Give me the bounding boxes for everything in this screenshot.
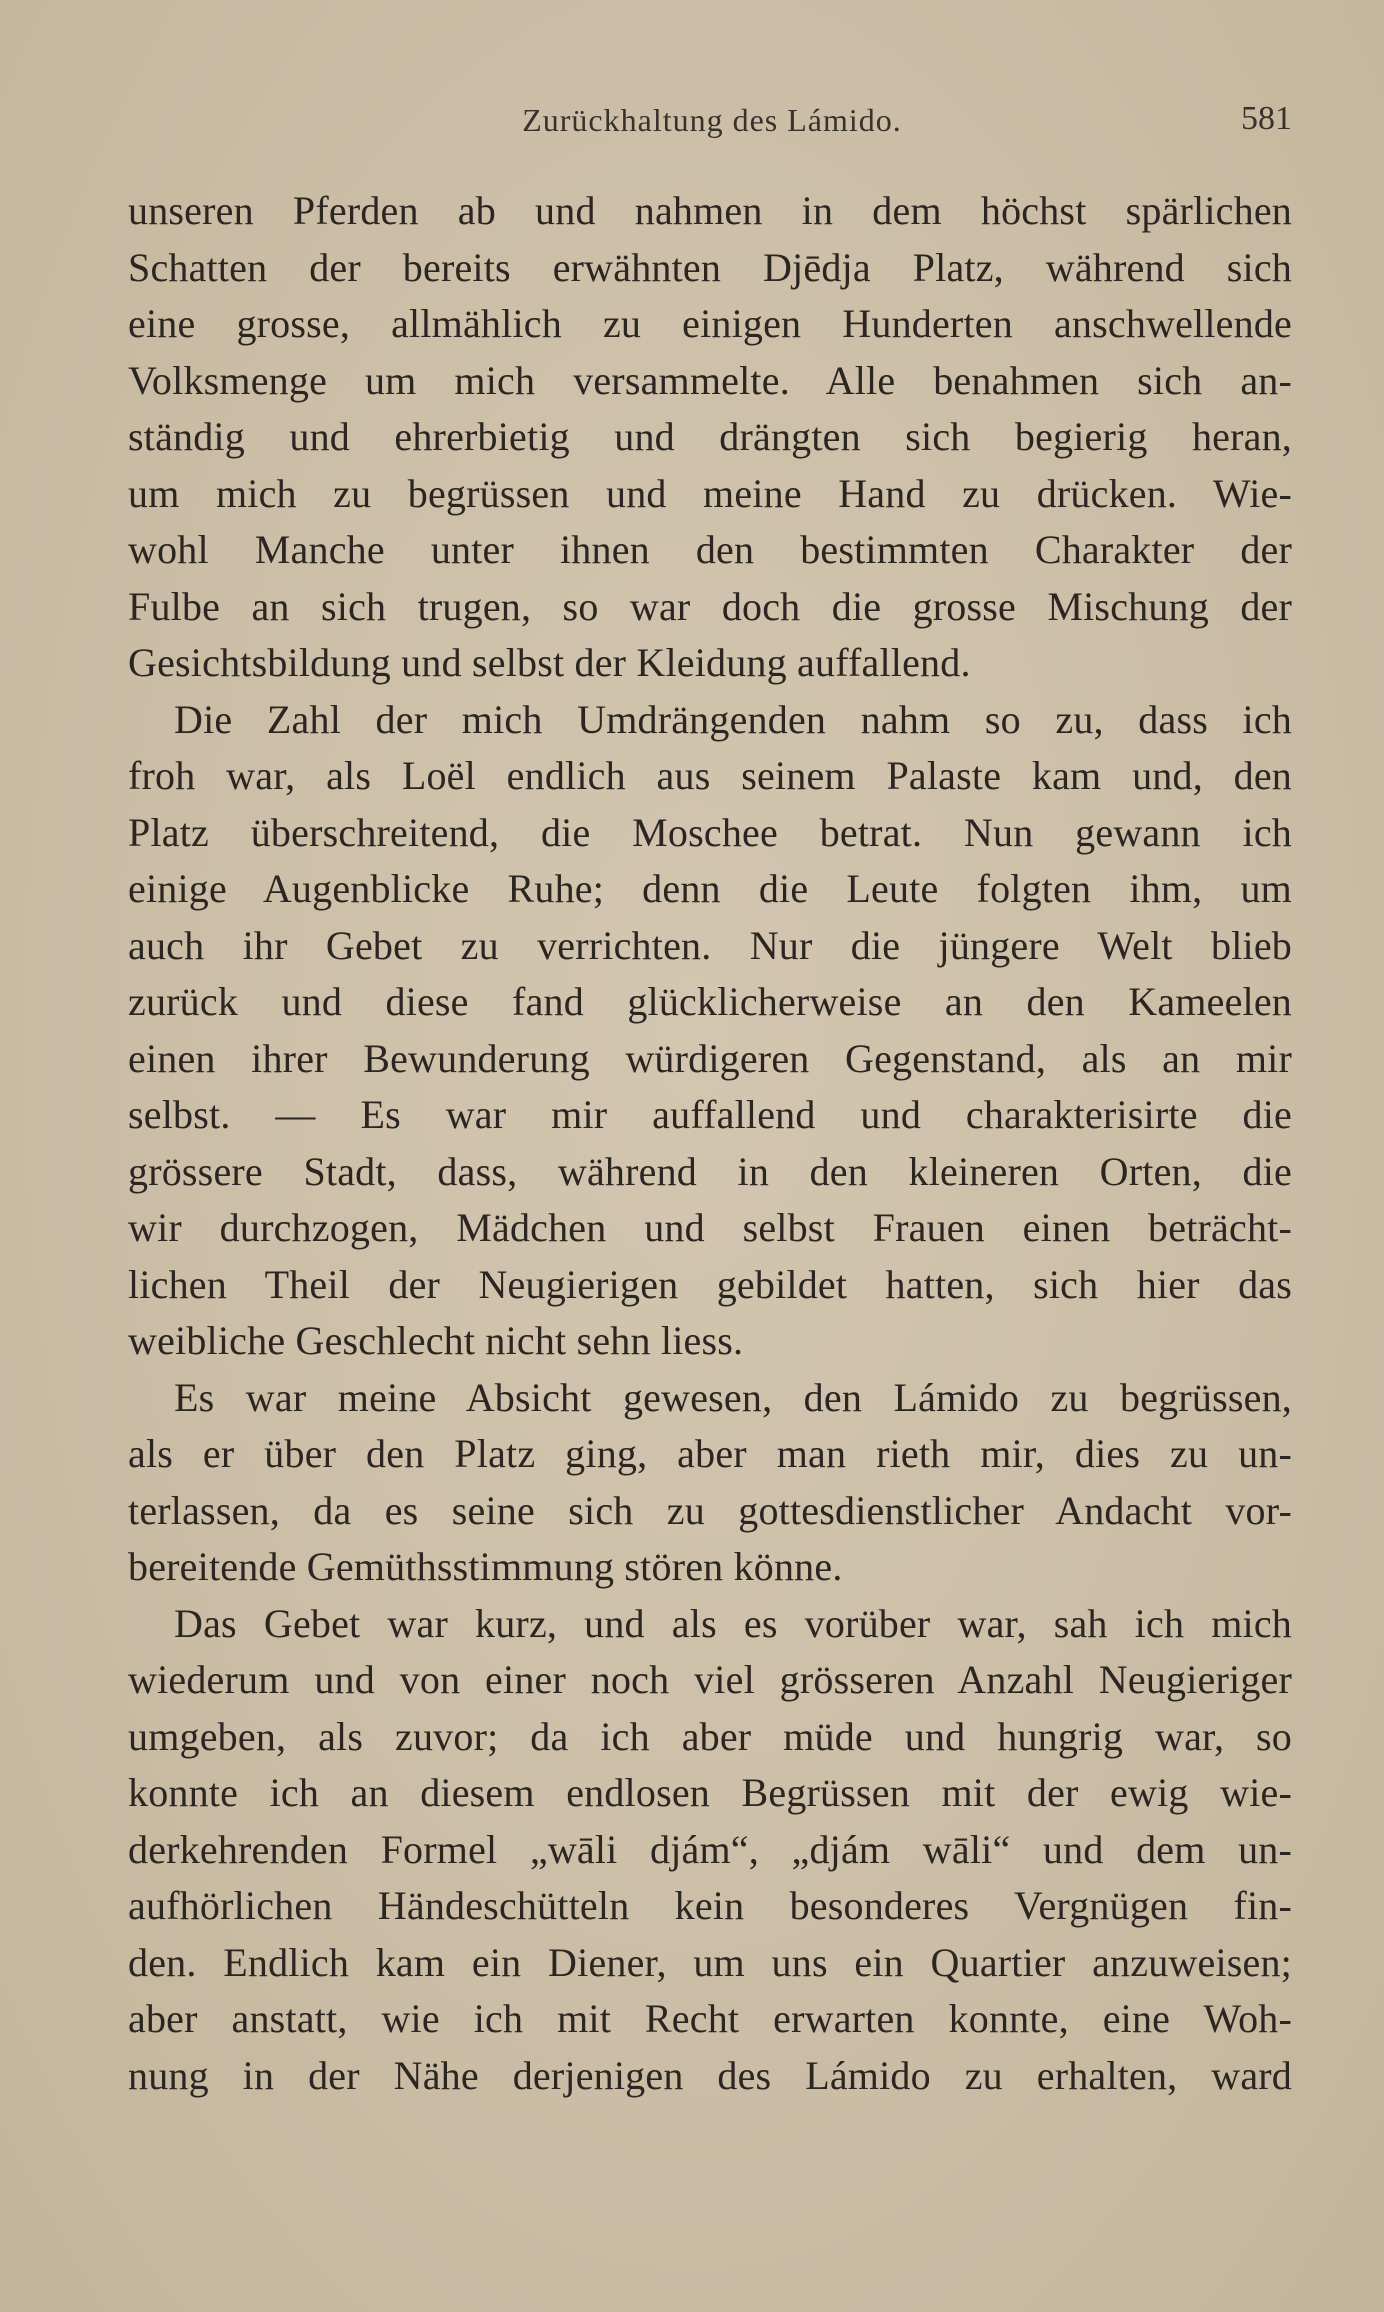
text-line: selbst. — Es war mir auffallend und charakterisirte die [128, 1092, 1292, 1137]
text-line: aufhörlichen Händeschütteln kein besonderes Vergnügen fin- [128, 1883, 1292, 1928]
text-line: Das Gebet war kurz, und als es vorüber war, sah ich mich [174, 1600, 1292, 1646]
page-number: 581 [1241, 100, 1292, 137]
text-line: terlassen, da es seine sich zu gottesdienstlicher Andacht vor- [128, 1487, 1292, 1533]
text-line: wir durchzogen, Mädchen und selbst Frauen einen beträcht- [128, 1205, 1292, 1250]
text-line: Die Zahl der mich Umdrängenden nahm so zu, dass ich [174, 696, 1292, 742]
text-line: Fulbe an sich trugen, so war doch die grosse Mischung der [128, 583, 1292, 629]
text-line: Gesichtsbildung und selbst der Kleidung auffallend. [128, 640, 971, 685]
text-line: aber anstatt, wie ich mit Recht erwarten konnte, eine Woh- [128, 1996, 1292, 2041]
text-line: unseren Pferden ab und nahmen in dem höchst spärlichen [128, 188, 1292, 233]
text-line: den. Endlich kam ein Diener, um uns ein Quartier anzuweisen; [128, 1939, 1292, 1985]
running-title: Zurückhaltung des Lámido. [522, 102, 902, 138]
text-line: lichen Theil der Neugierigen gebildet hatten, sich hier das [128, 1261, 1292, 1307]
body-text [128, 183, 1292, 2104]
running-head [128, 102, 1296, 152]
text-line: auch ihr Gebet zu verrichten. Nur die jüngere Welt blieb [128, 922, 1292, 968]
text-line: wiederum und von einer noch viel grösseren Anzahl Neugieriger [128, 1657, 1292, 1702]
text-line: Schatten der bereits erwähnten Djēdja Platz, während sich [128, 244, 1292, 290]
text-line: umgeben, als zuvor; da ich aber müde und hungrig war, so [128, 1713, 1292, 1759]
text-line: um mich zu begrüssen und meine Hand zu drücken. Wie- [128, 470, 1292, 516]
text-line: weibliche Geschlecht nicht sehn liess. [128, 1318, 744, 1363]
text-line: einen ihrer Bewunderung würdigeren Gegenstand, als an mir [128, 1035, 1292, 1081]
text-line: Volksmenge um mich versammelte. Alle benahmen sich an- [128, 357, 1292, 403]
text-line: nung in der Nähe derjenigen des Lámido zu erhalten, ward [128, 2052, 1292, 2098]
text-line: wohl Manche unter ihnen den bestimmten Charakter der [128, 527, 1292, 572]
text-line: Platz überschreitend, die Moschee betrat. Nun gewann ich [128, 809, 1292, 855]
text-line: konnte ich an diesem endlosen Begrüssen mit der ewig wie- [128, 1770, 1292, 1815]
text-line: grössere Stadt, dass, während in den kleineren Orten, die [128, 1148, 1292, 1194]
text-line: Es war meine Absicht gewesen, den Lámido zu begrüssen, [174, 1374, 1292, 1420]
text-line: derkehrenden Formel „wāli djám“, „djám wāli“ und dem un- [128, 1826, 1292, 1872]
text-line: froh war, als Loël endlich aus seinem Palaste kam und, den [128, 753, 1292, 798]
text-line: ständig und ehrerbietig und drängten sich begierig heran, [128, 414, 1292, 459]
text-line: zurück und diese fand glücklicherweise an den Kameelen [128, 979, 1292, 1024]
text-line: eine grosse, allmählich zu einigen Hunderten anschwellende [128, 301, 1292, 346]
text-line: einige Augenblicke Ruhe; denn die Leute folgten ihm, um [128, 866, 1292, 911]
text-line: bereitende Gemüthsstimmung stören könne. [128, 1544, 843, 1589]
text-line: als er über den Platz ging, aber man rieth mir, dies zu un- [128, 1431, 1292, 1476]
